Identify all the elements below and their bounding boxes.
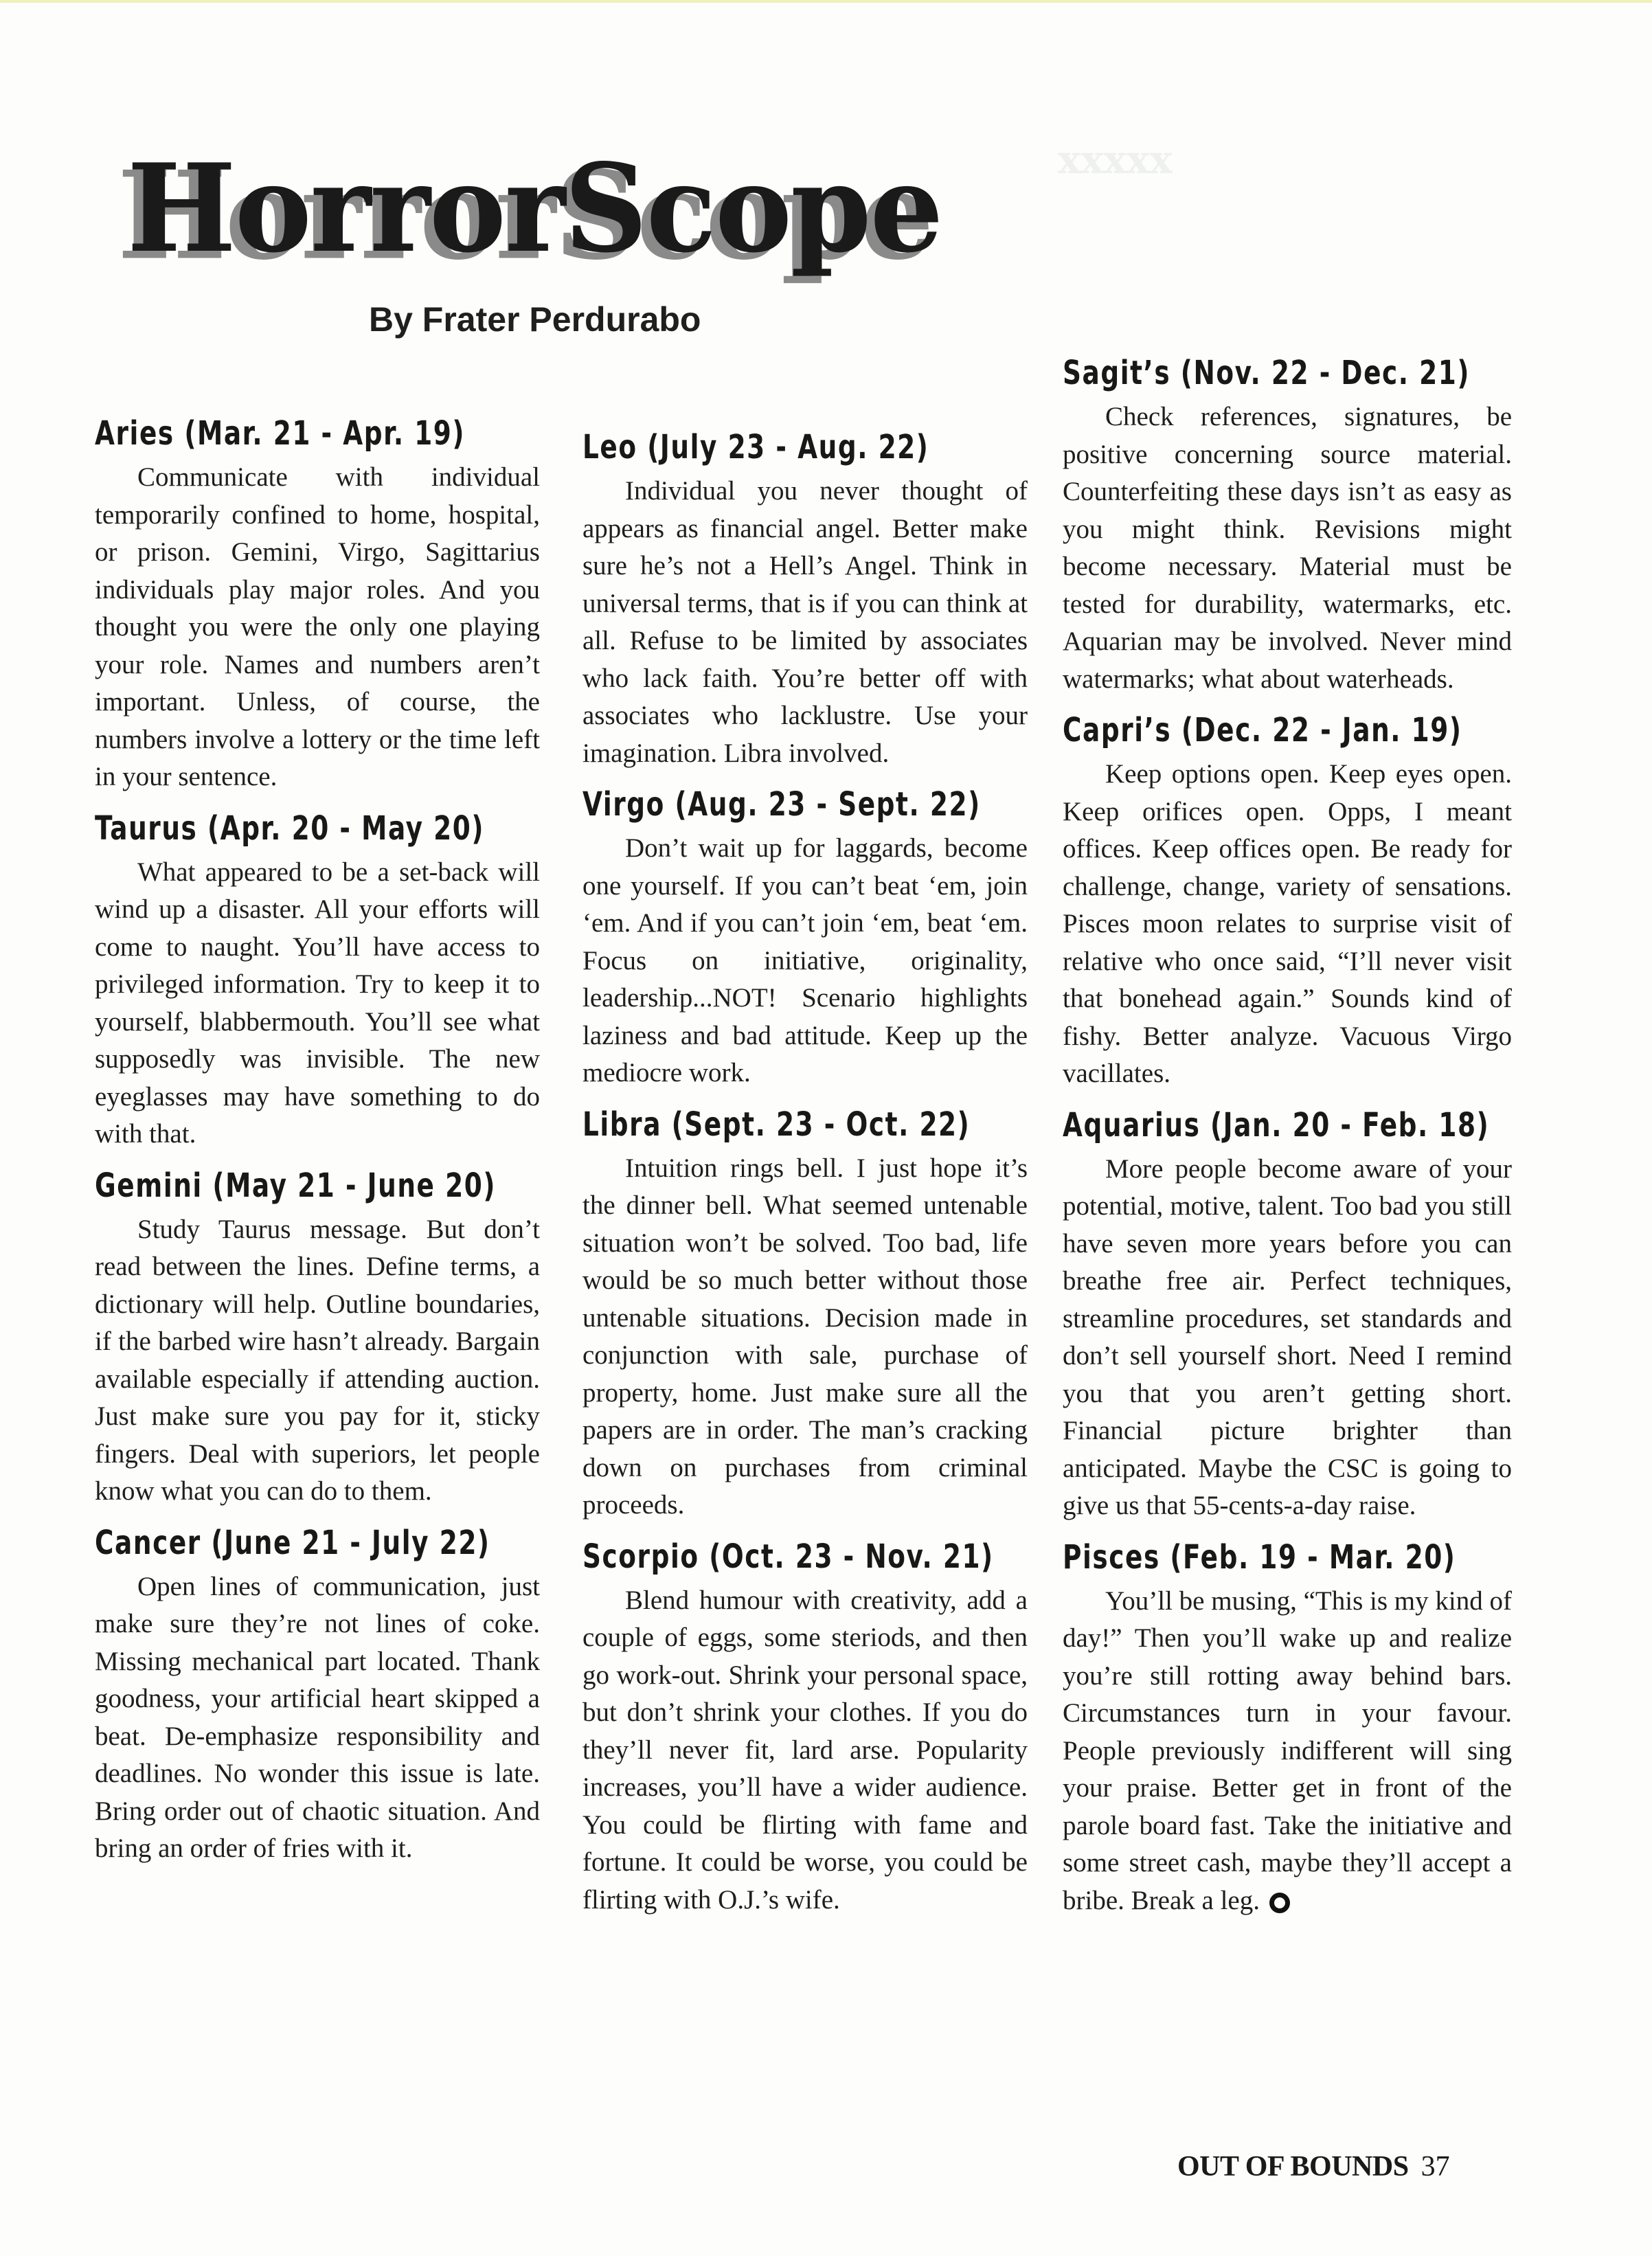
sign-heading: Leo (July 23 - Aug. 22) bbox=[582, 428, 929, 466]
sign-heading: Gemini (May 21 - June 20) bbox=[95, 1166, 497, 1205]
sign-text-wrapper bbox=[1063, 1583, 1512, 1920]
byline: By Frater Perdurabo bbox=[369, 300, 701, 339]
horoscope-entry-virgo bbox=[582, 783, 1028, 1092]
horoscope-entry-sagittarius bbox=[1063, 352, 1512, 698]
sign-text: Communicate with individual temporarily confined to home, hospital, or prison. Gemini, Virgo, Sagittarius individuals play major roles. And you thought you were the only one playing your role. Names and numbers aren’t important. Unless, of course, the numbers involve a lottery or the time left in your sentence. bbox=[95, 462, 540, 791]
sign-text: Individual you never thought of appears as financial angel. Better make sure he’s not a Hell’s Angel. Think in universal terms, that is if you can think at all. Refuse to be limited by associates who lack faith. You’re better off with associates who lacklustre. Use your imagination. Libra involved. bbox=[582, 476, 1028, 768]
sign-text: Blend humour with creativity, add a couple of eggs, some steriods, and then go work-out. Shrink your personal space, but don’t shrink your clothes. If you do they’ll never fit, lard arse. Popularity increases, you’ll have a wider audience. You could be flirting with fame and fortune. It could be worse, you could be flirting with O.J.’s wife. bbox=[582, 1585, 1028, 1915]
sign-heading: Scorpio (Oct. 23 - Nov. 21) bbox=[582, 1537, 994, 1576]
sign-text: Don’t wait up for laggards, become one yourself. If you can’t beat ‘em, join ‘em. And if you can’t join ‘em, beat ‘em. Focus on initiative, originality, leadership...NOT! Scenario highlights laziness and bad attitude. Keep up the mediocre work. bbox=[582, 833, 1028, 1087]
horoscope-entry-capricorn bbox=[1063, 709, 1512, 1093]
sign-heading: Cancer (June 21 - July 22) bbox=[95, 1523, 490, 1562]
horoscope-entry-cancer bbox=[95, 1522, 540, 1868]
page-footer bbox=[1177, 2150, 1450, 2183]
sign-heading: Libra (Sept. 23 - Oct. 22) bbox=[582, 1105, 971, 1144]
sign-text: What appeared to be a set-back will wind up a disaster. All your efforts will come to naught. You’ll have access to privileged information. Try to keep it to yourself, blabbermouth. You’ll see what supposedly was invisible. The new eyeglasses may have something to do with that. bbox=[95, 857, 540, 1149]
publication-name: OUT OF BOUNDS bbox=[1177, 2151, 1409, 2182]
scan-edge bbox=[0, 0, 1652, 3]
sign-text: Intuition rings bell. I just hope it’s the dinner bell. What seemed untenable situation won’t be solved. Too bad, life would be so much better without those untenable situations. Decision made in conjunction with sale, purchase of property, home. Just make sure all the papers are in order. The man’s cracking down on purchases from criminal proceeds. bbox=[582, 1153, 1028, 1520]
horoscope-entry-scorpio bbox=[582, 1535, 1028, 1919]
column-2 bbox=[582, 426, 1028, 1930]
page-title: HorrorScope bbox=[127, 137, 942, 280]
horoscope-entry-taurus bbox=[95, 807, 540, 1153]
sign-text: Keep options open. Keep eyes open. Keep orifices open. Opps, I meant offices. Keep offices open. Be ready for challenge, change, variety of sensations. Pisces moon relates to surprise visit of relative who once said, “I’ll never visit that bonehead again.” Sounds kind of fishy. Better analyze. Vacuous Virgo vacillates. bbox=[1063, 759, 1512, 1088]
sign-text: You’ll be musing, “This is my kind of day!” Then you’ll wake up and realize you’re still rotting away behind bars. Circumstances turn in your favour. People previously indifferent will sing your praise. Better get in front of the parole board fast. Take the initiative and some street cash, maybe they’ll accept a bribe. Break a leg. bbox=[1063, 1586, 1512, 1915]
sign-text: Study Taurus message. But don’t read between the lines. Define terms, a dictionary will help. Outline boundaries, if the barbed wire hasn’t already. Bargain available especially if attending auction. Just make sure you pay for it, sticky fingers. Deal with superiors, let people know what you can do to them. bbox=[95, 1214, 540, 1506]
sign-text: More people become aware of your potential, motive, talent. Too bad you still have seven more years before you can breathe free air. Perfect techniques, streamline procedures, set standards and don’t sell yourself short. Need I remind you that you aren’t getting short. Financial picture brighter than anticipated. Maybe the CSC is going to give us that 55-cents-a-day raise. bbox=[1063, 1153, 1512, 1520]
end-of-article-icon bbox=[1269, 1893, 1290, 1913]
horoscope-entry-leo bbox=[582, 426, 1028, 772]
bleed-through-text: xxxxx bbox=[1058, 137, 1173, 183]
horoscope-entry-pisces bbox=[1063, 1536, 1512, 1920]
column-3 bbox=[1063, 352, 1512, 1930]
sign-heading: Capri’s (Dec. 22 - Jan. 19) bbox=[1063, 711, 1462, 749]
masthead bbox=[127, 137, 1061, 280]
column-1 bbox=[95, 412, 540, 1879]
sign-heading: Aquarius (Jan. 20 - Feb. 18) bbox=[1063, 1105, 1490, 1144]
sign-text: Open lines of communication, just make sure they’re not lines of coke. Missing mechanical part located. Thank goodness, your artificial heart skipped a beat. De-emphasize responsibility and deadlines. No wonder this issue is late. Bring order out of chaotic situation. And bring an order of fries with it. bbox=[95, 1571, 540, 1863]
sign-heading: Virgo (Aug. 23 - Sept. 22) bbox=[582, 785, 981, 824]
sign-heading: Sagit’s (Nov. 22 - Dec. 21) bbox=[1063, 354, 1471, 392]
horoscope-entry-aquarius bbox=[1063, 1104, 1512, 1525]
sign-heading: Taurus (Apr. 20 - May 20) bbox=[95, 809, 485, 848]
sign-text: Check references, signatures, be positive concerning source material. Counterfeiting these days isn’t as easy as you might think. Revisions might become necessary. Material must be tested for durability, watermarks, etc. Aquarian may be involved. Never mind watermarks; what about waterheads. bbox=[1063, 402, 1512, 694]
horoscope-entry-aries bbox=[95, 412, 540, 796]
horoscope-entry-gemini bbox=[95, 1164, 540, 1511]
sign-heading: Aries (Mar. 21 - Apr. 19) bbox=[95, 414, 466, 453]
horoscope-entry-libra bbox=[582, 1103, 1028, 1524]
sign-heading: Pisces (Feb. 19 - Mar. 20) bbox=[1063, 1537, 1456, 1577]
page-number: 37 bbox=[1421, 2151, 1450, 2182]
